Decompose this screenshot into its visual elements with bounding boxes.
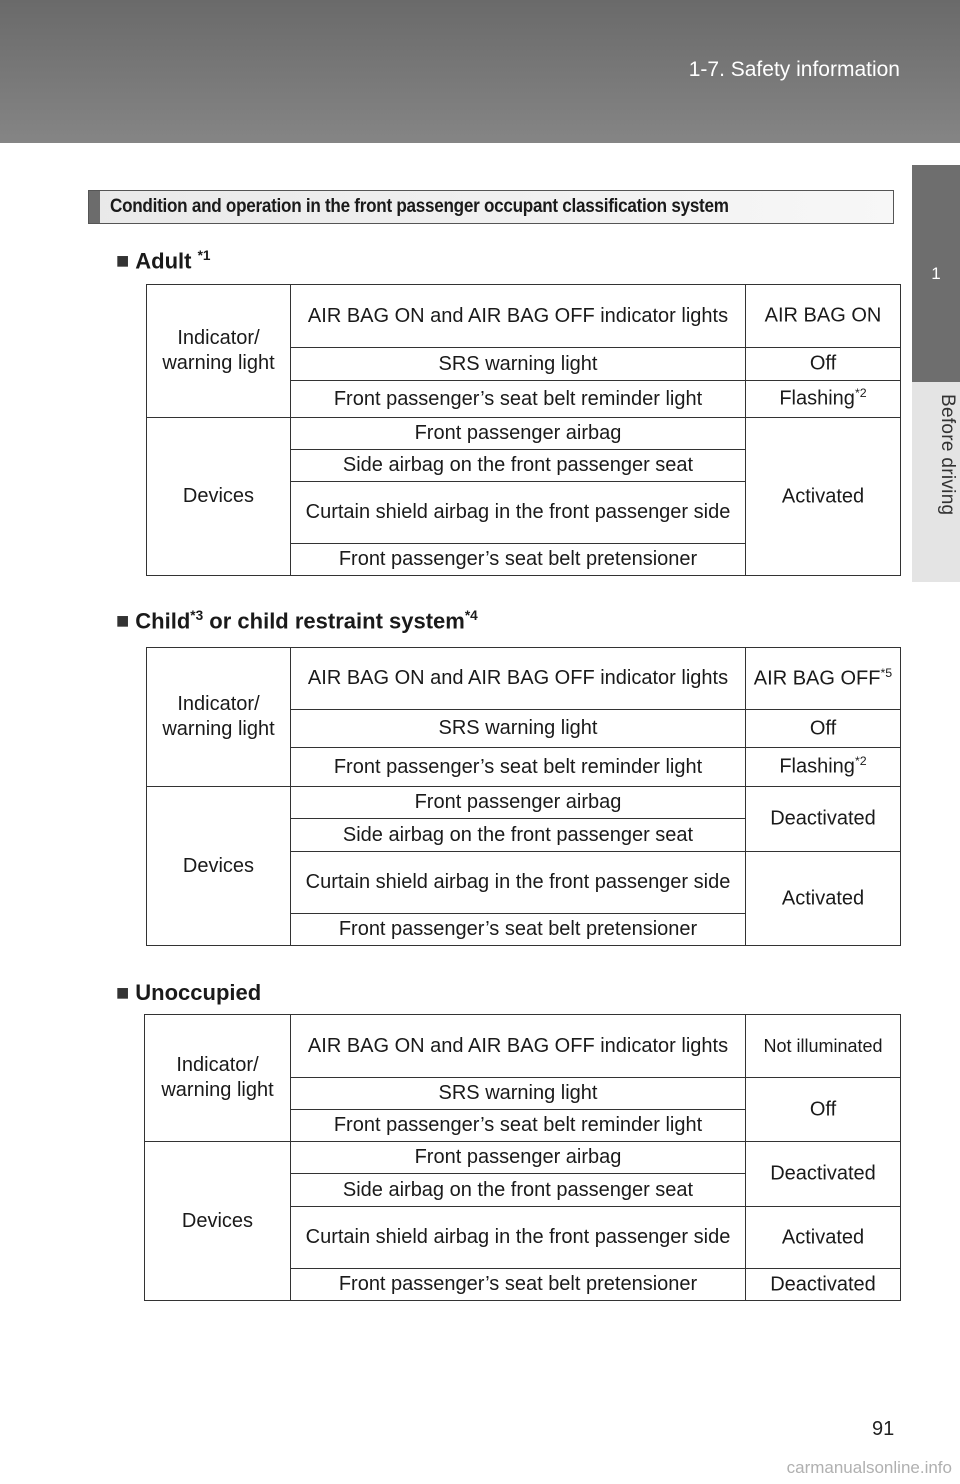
state-cell: Not illuminated bbox=[746, 1015, 901, 1078]
state-cell: Flashing$^{*2}$ bbox=[746, 748, 901, 787]
item-cell: SRS warning light bbox=[291, 1078, 746, 1110]
state-cell: AIR BAG OFF$^{*5}$ bbox=[746, 648, 901, 710]
state-cell: Flashing$^{*2}$ bbox=[746, 381, 901, 418]
item-cell: AIR BAG ON and AIR BAG OFF indicator lights bbox=[291, 285, 746, 348]
chapter-label: Before driving bbox=[937, 394, 958, 516]
header-band bbox=[0, 0, 960, 143]
state-cell: Off bbox=[746, 1078, 901, 1142]
item-cell: AIR BAG ON and AIR BAG OFF indicator lights bbox=[291, 1015, 746, 1078]
item-cell: Curtain shield airbag in the front passenger side bbox=[291, 852, 746, 914]
item-cell: Front passenger’s seat belt pretensioner bbox=[291, 914, 746, 946]
item-cell: Side airbag on the front passenger seat bbox=[291, 1174, 746, 1207]
group-cell: Indicator/ warning light bbox=[145, 1015, 291, 1142]
item-cell: Front passenger airbag bbox=[291, 418, 746, 450]
item-cell: AIR BAG ON and AIR BAG OFF indicator lights bbox=[291, 648, 746, 710]
heading-bar bbox=[89, 191, 100, 223]
state-cell: Deactivated bbox=[746, 787, 901, 852]
state-cell: Off bbox=[746, 710, 901, 748]
item-cell: Front passenger’s seat belt reminder light bbox=[291, 381, 746, 418]
adult-table bbox=[146, 284, 901, 576]
state-cell: Off bbox=[746, 348, 901, 381]
subheading-child: ■ Child$^{*3}$ or child restraint system$^{*4}$ bbox=[116, 608, 478, 634]
state-cell: Deactivated bbox=[746, 1142, 901, 1207]
item-cell: Front passenger’s seat belt reminder light bbox=[291, 1110, 746, 1142]
page-number: 91 bbox=[872, 1418, 895, 1440]
child-table bbox=[146, 647, 901, 946]
square-bullet-icon: ■ bbox=[116, 980, 130, 1005]
item-cell: Side airbag on the front passenger seat bbox=[291, 450, 746, 482]
item-cell: Front passenger airbag bbox=[291, 787, 746, 819]
footnote-ref: *4 bbox=[464, 608, 478, 623]
unoccupied-table bbox=[144, 1014, 901, 1301]
square-bullet-icon: ■ bbox=[116, 608, 130, 634]
section-heading-text: Condition and operation in the front passenger occupant classification system bbox=[110, 196, 729, 217]
chapter-tab[interactable] bbox=[912, 165, 960, 382]
watermark: carmanualsonline.info bbox=[786, 1458, 952, 1477]
group-cell: Indicator/ warning light bbox=[147, 285, 291, 418]
state-cell: Activated bbox=[746, 852, 901, 946]
item-cell: Front passenger airbag bbox=[291, 1142, 746, 1174]
group-cell: Devices bbox=[147, 418, 291, 576]
footnote-ref: *1 bbox=[197, 248, 211, 263]
item-cell: Front passenger’s seat belt pretensioner bbox=[291, 544, 746, 576]
item-cell: Side airbag on the front passenger seat bbox=[291, 819, 746, 852]
section-title: 1-7. Safety information bbox=[688, 58, 900, 81]
item-cell: SRS warning light bbox=[291, 710, 746, 748]
state-cell: Activated bbox=[746, 418, 901, 576]
item-cell: SRS warning light bbox=[291, 348, 746, 381]
group-cell: Devices bbox=[147, 787, 291, 946]
item-cell: Front passenger’s seat belt pretensioner bbox=[291, 1269, 746, 1301]
subheading-adult: ■ Adult $^{*1}$ bbox=[116, 248, 211, 274]
item-cell: Curtain shield airbag in the front passenger side bbox=[291, 482, 746, 544]
subheading-unoccupied: ■ Unoccupied bbox=[116, 980, 262, 1005]
state-cell: AIR BAG ON bbox=[746, 285, 901, 348]
item-cell: Curtain shield airbag in the front passenger side bbox=[291, 1207, 746, 1269]
state-cell: Activated bbox=[746, 1207, 901, 1269]
footnote-ref: *3 bbox=[190, 608, 204, 623]
state-cell: Deactivated bbox=[746, 1269, 901, 1301]
item-cell: Front passenger’s seat belt reminder light bbox=[291, 748, 746, 787]
group-cell: Indicator/ warning light bbox=[147, 648, 291, 787]
section-heading bbox=[88, 190, 894, 224]
chapter-number: 1 bbox=[931, 263, 941, 283]
square-bullet-icon: ■ bbox=[116, 248, 130, 274]
group-cell: Devices bbox=[145, 1142, 291, 1301]
